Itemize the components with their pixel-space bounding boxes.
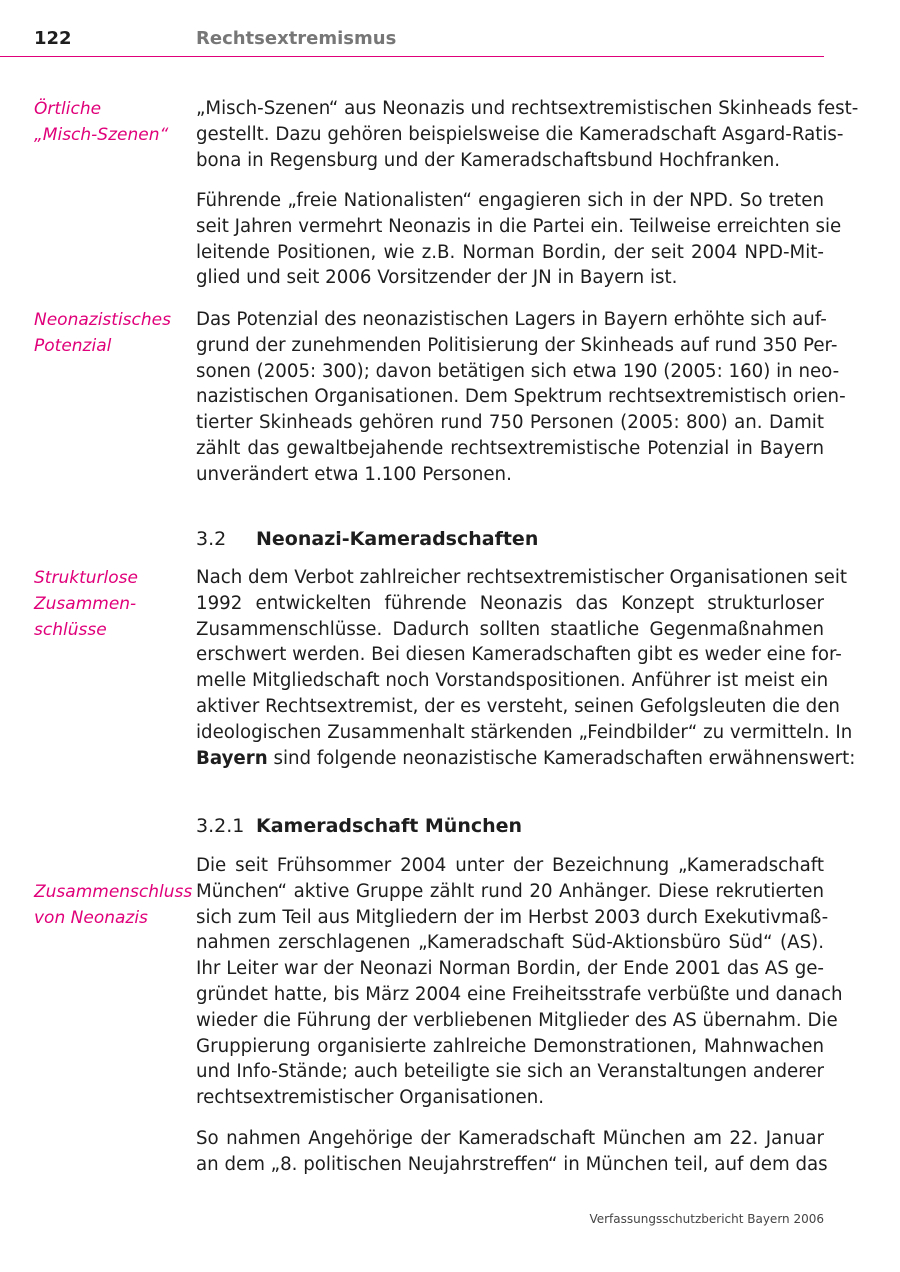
text-line: tierter Skinheads gehören rund 750 Personen (2005: 800) an. Damit	[196, 412, 824, 434]
text-line: 1992 entwickelten führende Neonazis das Konzept strukturloser	[196, 592, 824, 614]
margin-note-line: von Neonazis	[34, 908, 148, 928]
paragraph-misch-szenen	[196, 96, 859, 173]
paragraph-freie-nationalisten	[196, 188, 842, 291]
text-line: erschwert werden. Bei diesen Kameradschaften gibt es weder eine for-	[196, 644, 842, 666]
page-number: 122	[34, 28, 72, 49]
text-line: an dem „8. politischen Neujahrstreffen“ in München teil, auf dem das	[196, 1153, 828, 1175]
text-line: aktiver Rechtsextremist, der es versteht, seinen Gefolgsleuten die den	[196, 695, 840, 717]
text-line: wieder die Führung der verbliebenen Mitglieder des AS übernahm. Die	[196, 1009, 838, 1031]
text-line: ideologischen Zusammenhalt stärkenden „Feindbilder“ zu vermitteln. In	[196, 721, 853, 743]
section-title: Kameradschaft München	[256, 815, 523, 837]
text-line: Führende „freie Nationalisten“ engagieren sich in der NPD. So treten	[196, 190, 824, 211]
text-line: Gruppierung organisierte zahlreiche Demonstrationen, Mahnwachen	[196, 1035, 824, 1057]
text-line: Ihr Leiter war der Neonazi Norman Bordin, der Ende 2001 das AS ge-	[196, 958, 824, 980]
text-line: „Misch-Szenen“ aus Neonazis und rechtsextremistischen Skinheads fest-	[196, 98, 859, 119]
margin-note-oertliche-misch-szenen	[34, 96, 194, 148]
text-line: gründet hatte, bis März 2004 eine Freiheitsstrafe verbüßte und danach	[196, 983, 843, 1005]
paragraph-potenzial	[196, 307, 846, 488]
text-line: zählt das gewaltbejahende rechtsextremistische Potenzial in Bayern	[196, 437, 824, 459]
text-line: unverändert etwa 1.100 Personen.	[196, 463, 512, 485]
text-line: gestellt. Dazu gehören beispielsweise die Kameradschaft Asgard-Ratis-	[196, 123, 844, 145]
paragraph-neujahrstreffen	[196, 1126, 828, 1178]
text-line: sonen (2005: 300); davon betätigen sich etwa 190 (2005: 160) in neo-	[196, 360, 840, 382]
paragraph-kameradschaft-muenchen	[196, 853, 843, 1111]
text-line: München“ aktive Gruppe zählt rund 20 Anhänger. Diese rekrutierten	[196, 880, 824, 902]
margin-note-line: Potenzial	[34, 336, 112, 356]
margin-note-strukturlose-zusammenschluesse	[34, 565, 194, 643]
header-rule	[0, 56, 824, 57]
text-line: Zusammenschlüsse. Dadurch sollten staatliche Gegenmaßnahmen	[196, 618, 824, 640]
margin-note-line: Zusammenschluss	[34, 882, 193, 902]
section-number: 3.2	[196, 528, 227, 550]
page-footer: Verfassungsschutzbericht Bayern 2006	[589, 1212, 824, 1226]
text-line: seit Jahren vermehrt Neonazis in die Partei ein. Teilweise erreichten sie	[196, 215, 842, 237]
text-line: rechtsextremistischer Organisationen.	[196, 1087, 545, 1109]
section-heading-3-2	[196, 526, 538, 552]
paragraph-strukturlose-zusammenschluesse	[196, 565, 856, 771]
margin-note-line: Örtliche	[34, 99, 102, 119]
margin-note-line: Strukturlose	[34, 568, 138, 588]
text-line: grund der zunehmenden Politisierung der Skinheads auf rund 350 Per-	[196, 334, 838, 356]
text-line: Nach dem Verbot zahlreicher rechtsextremistischer Organisationen seit	[196, 567, 848, 588]
margin-note-line: Zusammen-	[34, 594, 137, 614]
margin-note-neonazistisches-potenzial	[34, 307, 194, 359]
text-line: bona in Regensburg und der Kameradschaftsbund Hochfranken.	[196, 149, 781, 171]
text-line: sich zum Teil aus Mitgliedern der im Herbst 2003 durch Exekutivmaß-	[196, 906, 829, 928]
text-line: So nahmen Angehörige der Kameradschaft München am 22. Januar	[196, 1128, 824, 1149]
bold-term-bayern: Bayern	[196, 747, 268, 769]
text-fragment: sind folgende neonazistische Kameradschaften erwähnenswert:	[267, 747, 856, 769]
text-line: Die seit Frühsommer 2004 unter der Bezeichnung „Kameradschaft	[196, 855, 824, 876]
margin-note-zusammenschluss-von-neonazis	[34, 879, 194, 931]
text-line: glied und seit 2006 Vorsitzender der JN in Bayern ist.	[196, 267, 678, 289]
margin-note-line: schlüsse	[34, 620, 107, 640]
text-line: leitende Positionen, wie z.B. Norman Bordin, der seit 2004 NPD-Mit-	[196, 241, 824, 263]
text-line: und Info-Stände; auch beteiligte sie sich an Veranstaltungen anderer	[196, 1061, 824, 1083]
running-head: Rechtsextremismus	[196, 28, 397, 49]
text-line: nahmen zerschlagenen „Kameradschaft Süd-Aktionsbüro Süd“ (AS).	[196, 932, 824, 954]
text-line: melle Mitgliedschaft noch Vorstandspositionen. Anführer ist meist ein	[196, 670, 829, 692]
section-title: Neonazi-Kameradschaften	[256, 528, 539, 550]
margin-note-line: „Misch-Szenen“	[34, 125, 169, 145]
text-line: Das Potenzial des neonazistischen Lagers in Bayern erhöhte sich auf-	[196, 309, 827, 330]
text-line	[196, 746, 856, 772]
section-heading-3-2-1	[196, 813, 522, 839]
section-number: 3.2.1	[196, 815, 245, 837]
text-line: nazistischen Organisationen. Dem Spektrum rechtsextremistisch orien-	[196, 386, 846, 408]
margin-note-line: Neonazistisches	[34, 310, 171, 330]
